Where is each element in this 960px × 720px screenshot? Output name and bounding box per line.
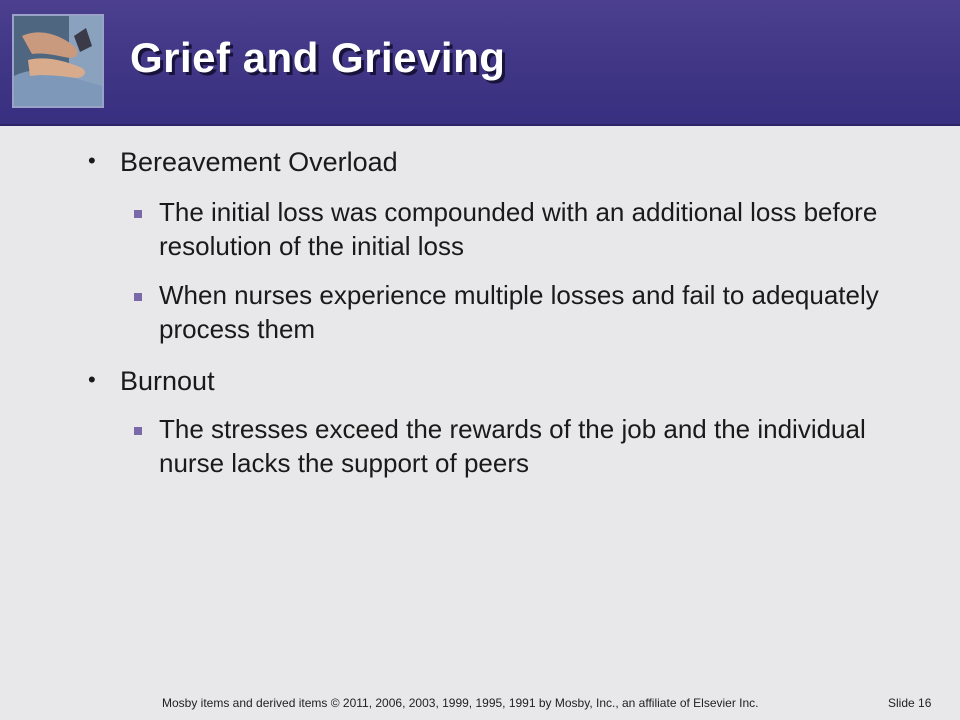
sub-bullet-item: The initial loss was compounded with an additional loss before resolution of the initial loss xyxy=(159,197,878,261)
sub-bullet-item: The stresses exceed the rewards of the job and the individual nurse lacks the support of peers xyxy=(159,414,866,478)
sub-bullet-item: When nurses experience multiple losses and fail to adequately process them xyxy=(159,280,879,344)
sub-bullet-square-icon xyxy=(134,210,142,218)
sub-bullet-square-icon xyxy=(134,293,142,301)
slide-number: Slide 16 xyxy=(888,696,932,710)
bullet-item: Bereavement Overload xyxy=(120,147,398,177)
sub-bullet-square-icon xyxy=(134,427,142,435)
bullet-dot-icon: • xyxy=(88,148,96,173)
bullet-dot-icon: • xyxy=(88,367,96,392)
slide-title: Grief and Grieving xyxy=(130,34,506,81)
bullet-item: Burnout xyxy=(120,366,215,396)
title-bar xyxy=(0,0,960,126)
copyright-footer: Mosby items and derived items © 2011, 2006, 2003, 1999, 1995, 1991 by Mosby, Inc., an affiliate of Elsevier Inc. xyxy=(162,696,759,710)
hands-photo-icon xyxy=(12,14,104,108)
